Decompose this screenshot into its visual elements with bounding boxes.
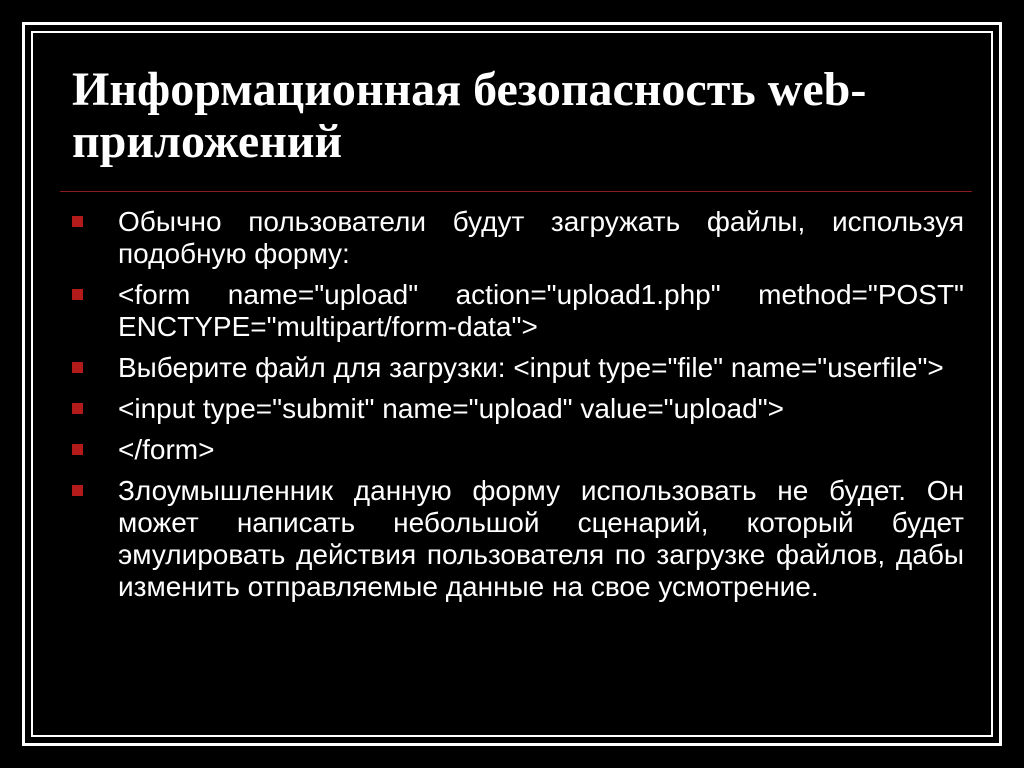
bullet-item bbox=[70, 475, 964, 603]
slide-title: Информационная безопасность web-приложений bbox=[72, 63, 867, 168]
bullet-text: <form name="upload" action="upload1.php" method="POST" ENCTYPE="multipart/form-data"> bbox=[118, 279, 964, 342]
square-bullet-icon bbox=[72, 485, 83, 496]
square-bullet-icon bbox=[72, 403, 83, 414]
bullet-item bbox=[70, 352, 964, 384]
bullet-item bbox=[70, 206, 964, 270]
bullet-item bbox=[70, 393, 964, 425]
square-bullet-icon bbox=[72, 216, 83, 227]
bullet-item bbox=[70, 279, 964, 343]
bullet-list bbox=[70, 206, 964, 612]
square-bullet-icon bbox=[72, 362, 83, 373]
square-bullet-icon bbox=[72, 289, 83, 300]
title-divider bbox=[60, 191, 972, 192]
bullet-item bbox=[70, 434, 964, 466]
bullet-text: Выберите файл для загрузки: <input type="file" name="userfile"> bbox=[118, 352, 944, 383]
bullet-text: Злоумышленник данную форму использовать не будет. Он может написать небольшой сценарий, который будет эмулировать действия пользователя по загрузке файлов, дабы изменить отправляемые данные на свое усмотрение. bbox=[118, 475, 964, 602]
bullet-text: <input type="submit" name="upload" value="upload"> bbox=[118, 393, 784, 424]
bullet-text: </form> bbox=[118, 434, 215, 465]
bullet-text: Обычно пользователи будут загружать файлы, используя подобную форму: bbox=[118, 206, 964, 269]
square-bullet-icon bbox=[72, 444, 83, 455]
